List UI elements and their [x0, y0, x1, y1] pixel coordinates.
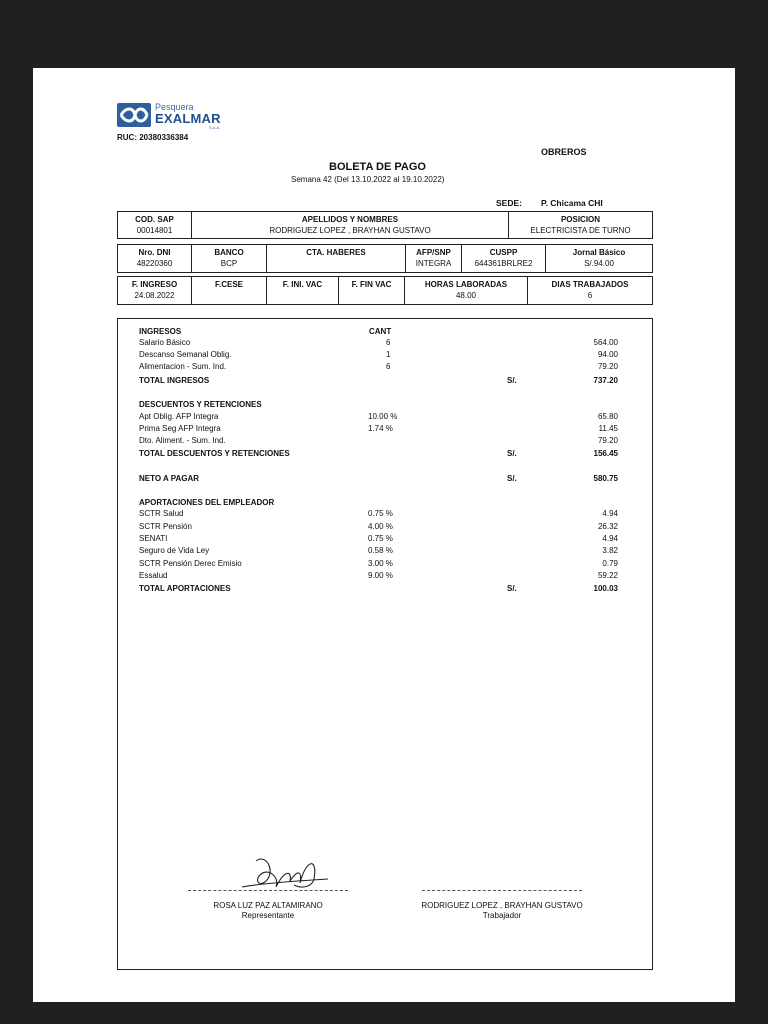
descuento-amount: 11.45	[598, 424, 618, 433]
logo-fish-icon	[117, 103, 151, 127]
logo-top-text: Pesquera	[155, 102, 194, 112]
vacation-end-cell	[338, 277, 404, 304]
payslip-details	[117, 318, 653, 970]
hours-worked-cell	[404, 277, 527, 304]
vacation-start-cell	[266, 277, 338, 304]
total-descuentos-currency: S/.	[507, 449, 517, 458]
total-descuentos-value: 156.45	[593, 449, 618, 458]
position-cell	[508, 212, 652, 238]
total-descuentos-label: TOTAL DESCUENTOS Y RETENCIONES	[139, 449, 290, 458]
ingreso-amount: 79.20	[597, 362, 618, 371]
ingreso-label: Salario Básico	[139, 338, 191, 347]
cell-value: BCP	[220, 259, 238, 268]
total-aportaciones-currency: S/.	[507, 584, 517, 593]
payslip-page	[33, 68, 735, 1002]
employee-info-row-3	[117, 276, 653, 305]
cell-header: AFP/SNP	[416, 248, 451, 257]
ingreso-amount: 564.00	[593, 338, 618, 347]
worker-signature-line	[422, 890, 582, 891]
ingreso-amount: 94.00	[597, 350, 618, 359]
cell-value: 48220360	[136, 259, 173, 268]
aportacion-amount: 59.22	[597, 571, 618, 580]
ingresos-heading: INGRESOS	[139, 327, 182, 336]
cell-header: APELLIDOS Y NOMBRES	[301, 215, 399, 224]
worker-name: RODRIGUEZ LOPEZ , BRAYHAN GUSTAVO	[421, 901, 583, 910]
ingreso-cant: 6	[386, 362, 391, 371]
cell-header: HORAS LABORADAS	[424, 280, 508, 289]
cod-sap-cell	[118, 212, 191, 238]
aportacion-pct: 3.00 %	[368, 559, 393, 568]
cell-value: S/.94.00	[584, 259, 614, 268]
cell-header: POSICION	[560, 215, 601, 224]
descuento-amount: 79.20	[597, 436, 618, 445]
name-cell	[191, 212, 508, 238]
cell-header: Nro. DNI	[138, 248, 171, 257]
aportacion-pct: 0.75 %	[368, 509, 393, 518]
cell-header: CUSPP	[489, 248, 518, 257]
aportacion-label: Seguro de Vida Ley	[139, 546, 210, 555]
aportacion-pct: 9.00 %	[368, 571, 393, 580]
cell-header: F. FIN VAC	[351, 280, 392, 289]
ingreso-cant: 6	[386, 338, 391, 347]
dni-cell	[118, 245, 191, 272]
descuento-label: Apt Oblig. AFP Integra	[139, 412, 219, 421]
days-worked-cell	[527, 277, 652, 304]
logo-name: EXALMAR	[155, 111, 221, 126]
employee-info-row-2	[117, 244, 653, 273]
aportacion-amount: 3.82	[602, 546, 618, 555]
logo-sa: S.A.A.	[209, 125, 221, 130]
worker-role: Trabajador	[482, 911, 522, 920]
cell-header: COD. SAP	[135, 215, 174, 224]
aportacion-label: SCTR Pensión Derec Emisio	[139, 559, 242, 568]
aportacion-label: SCTR Salud	[139, 509, 184, 518]
descuentos-heading: DESCUENTOS Y RETENCIONES	[139, 400, 262, 409]
total-aportaciones-label: TOTAL APORTACIONES	[139, 584, 231, 593]
document-period: Semana 42 (Del 13.10.2022 al 19.10.2022)	[291, 175, 445, 184]
daily-wage-cell	[545, 245, 652, 272]
bank-cell	[191, 245, 266, 272]
representative-name: ROSA LUZ PAZ ALTAMIRANO	[213, 901, 323, 910]
descuento-label: Prima Seg AFP Integra	[139, 424, 221, 433]
cell-header: Jornal Básico	[572, 248, 626, 257]
cell-value: INTEGRA	[415, 259, 452, 268]
start-date-cell	[118, 277, 191, 304]
termination-date-cell	[191, 277, 266, 304]
cell-header: F. INI. VAC	[282, 280, 323, 289]
representative-role: Representante	[241, 911, 295, 920]
aportacion-amount: 0.79	[602, 559, 618, 568]
sede-label: SEDE:	[496, 198, 522, 208]
aportacion-amount: 4.94	[602, 509, 618, 518]
aportacion-label: SCTR Pensión	[139, 522, 192, 531]
cell-value: 48.00	[455, 291, 477, 300]
aportaciones-heading: APORTACIONES DEL EMPLEADOR	[139, 498, 275, 507]
employee-info-row-1	[117, 211, 653, 239]
cant-header: CANT	[369, 327, 392, 336]
cuspp-cell	[461, 245, 545, 272]
cell-header: BANCO	[214, 248, 244, 257]
ingreso-label: Alimentacion - Sum. Ind.	[139, 362, 227, 371]
neto-currency: S/.	[507, 474, 517, 483]
cell-header: DIAS TRABAJADOS	[551, 280, 629, 289]
cell-value: RODRIGUEZ LOPEZ , BRAYHAN GUSTAVO	[269, 226, 431, 235]
aportacion-pct: 0.75 %	[368, 534, 393, 543]
cell-value: 644361BRLRE2	[474, 259, 533, 268]
cell-value: 24.08.2022	[134, 291, 175, 300]
cell-header: F.CESE	[214, 280, 243, 289]
account-cell	[266, 245, 405, 272]
afp-cell	[405, 245, 461, 272]
cell-header: F. INGRESO	[131, 280, 178, 289]
aportacion-amount: 26.32	[597, 522, 618, 531]
cell-value: ELECTRICISTA DE TURNO	[530, 226, 631, 235]
total-ingresos-value: 737.20	[593, 376, 618, 385]
ingreso-cant: 1	[386, 350, 391, 359]
aportacion-pct: 4.00 %	[368, 522, 393, 531]
cell-value: 00014801	[136, 226, 173, 235]
aportacion-label: Essalud	[139, 571, 168, 580]
sede-value: P. Chicama CHI	[541, 198, 603, 208]
aportacion-label: SENATI	[139, 534, 168, 543]
aportacion-amount: 4.94	[602, 534, 618, 543]
worker-category: OBREROS	[541, 147, 587, 157]
descuento-pct: 1.74 %	[368, 424, 393, 433]
descuento-pct: 10.00 %	[368, 412, 398, 421]
document-title: BOLETA DE PAGO	[329, 161, 426, 173]
company-ruc: RUC: 20380336384	[117, 133, 189, 142]
total-ingresos-currency: S/.	[507, 376, 517, 385]
company-logo	[117, 99, 227, 131]
representative-signature-line	[188, 890, 348, 891]
descuento-label: Dto. Aliment. - Sum. Ind.	[139, 436, 226, 445]
cell-header: CTA. HABERES	[306, 248, 366, 257]
cell-value: 6	[587, 291, 593, 300]
descuento-amount: 65.80	[597, 412, 618, 421]
ingreso-label: Descanso Semanal Oblig.	[139, 350, 232, 359]
neto-label: NETO A PAGAR	[139, 474, 200, 483]
aportacion-pct: 0.58 %	[368, 546, 393, 555]
neto-value: 580.75	[593, 474, 618, 483]
total-ingresos-label: TOTAL INGRESOS	[139, 376, 210, 385]
total-aportaciones-value: 100.03	[593, 584, 618, 593]
